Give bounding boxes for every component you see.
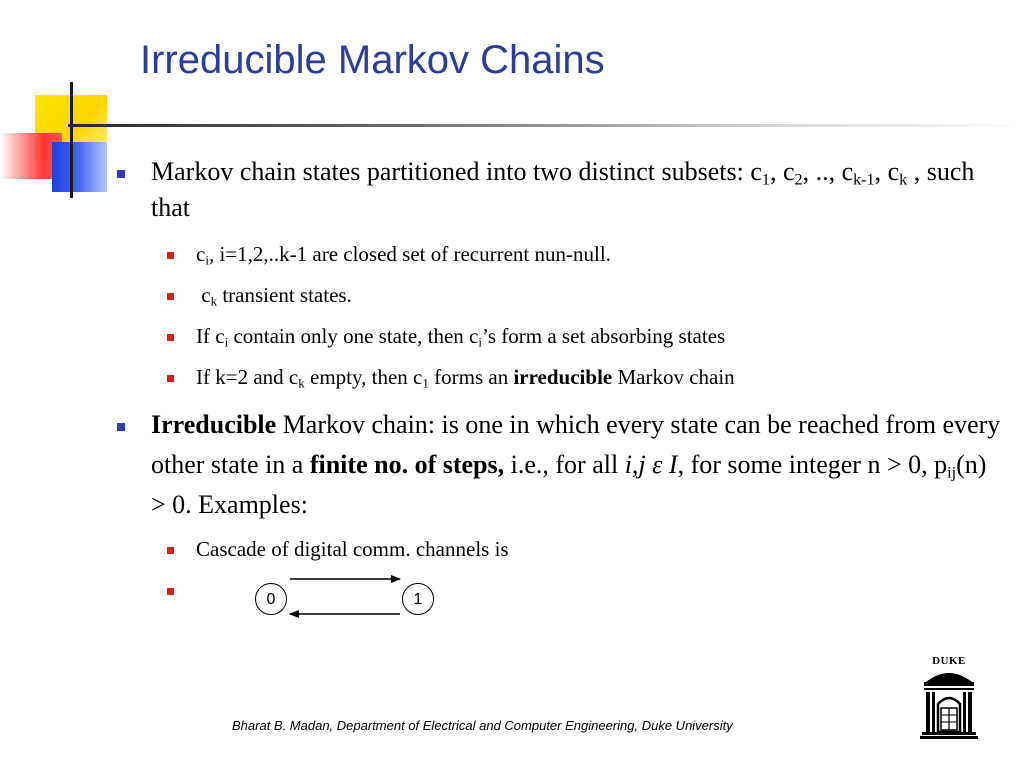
bullet-marker: [117, 423, 125, 431]
duke-logo-text: DUKE: [932, 655, 966, 667]
sub-bullet-5-text: Cascade of digital comm. channels is: [196, 537, 509, 561]
duke-logo: [918, 655, 980, 741]
bullet-2-text: Irreducible Markov chain: is one in which every state can be reached from every other state in a finite no. of steps, i.e., for all i,j ε I, for some integer n > 0, $p_{ij}(n) > 0$. Examples:: [151, 410, 1001, 519]
sub-bullet-marker: [167, 252, 174, 259]
bullet-marker: [117, 170, 125, 178]
sub-bullet-3-text: If $c_i$ contain only one state, then $c_i’s$ form a set absorbing states: [196, 324, 726, 350]
sub-bullet-marker: [167, 375, 174, 382]
slide-title: Irreducible Markov Chains: [140, 38, 605, 82]
sub-bullet-2-text: $c_k$ transient states.: [196, 283, 352, 309]
sub-bullet-1-text: $c_i$, i=1,2,..k-1 are closed set of recurrent nun-null.: [196, 242, 611, 268]
state-node-0: 0: [255, 583, 287, 615]
decor-blue-square: [52, 142, 107, 192]
decor-vertical-line: [70, 82, 73, 198]
title-underline: [68, 124, 1024, 127]
sub-bullet-marker: [167, 293, 174, 300]
chapel-icon: [918, 668, 980, 740]
sub-bullet-4-text: If k=2 and $c_k$ empty, then $c_1$ forms an irreducible Markov chain: [196, 365, 735, 391]
sub-bullet-marker: [167, 547, 174, 554]
sub-bullet-marker: [167, 334, 174, 341]
footer-text: Bharat B. Madan, Department of Electrical and Computer Engineering, Duke University: [232, 718, 733, 733]
bullet-1-text: Markov chain states partitioned into two distinct subsets: $c_1$, $c_2$, .., $c_{k-1}$, $c_k$ , such that: [151, 157, 975, 222]
state-node-1: 1: [402, 583, 434, 615]
sub-bullet-marker: [167, 588, 174, 595]
